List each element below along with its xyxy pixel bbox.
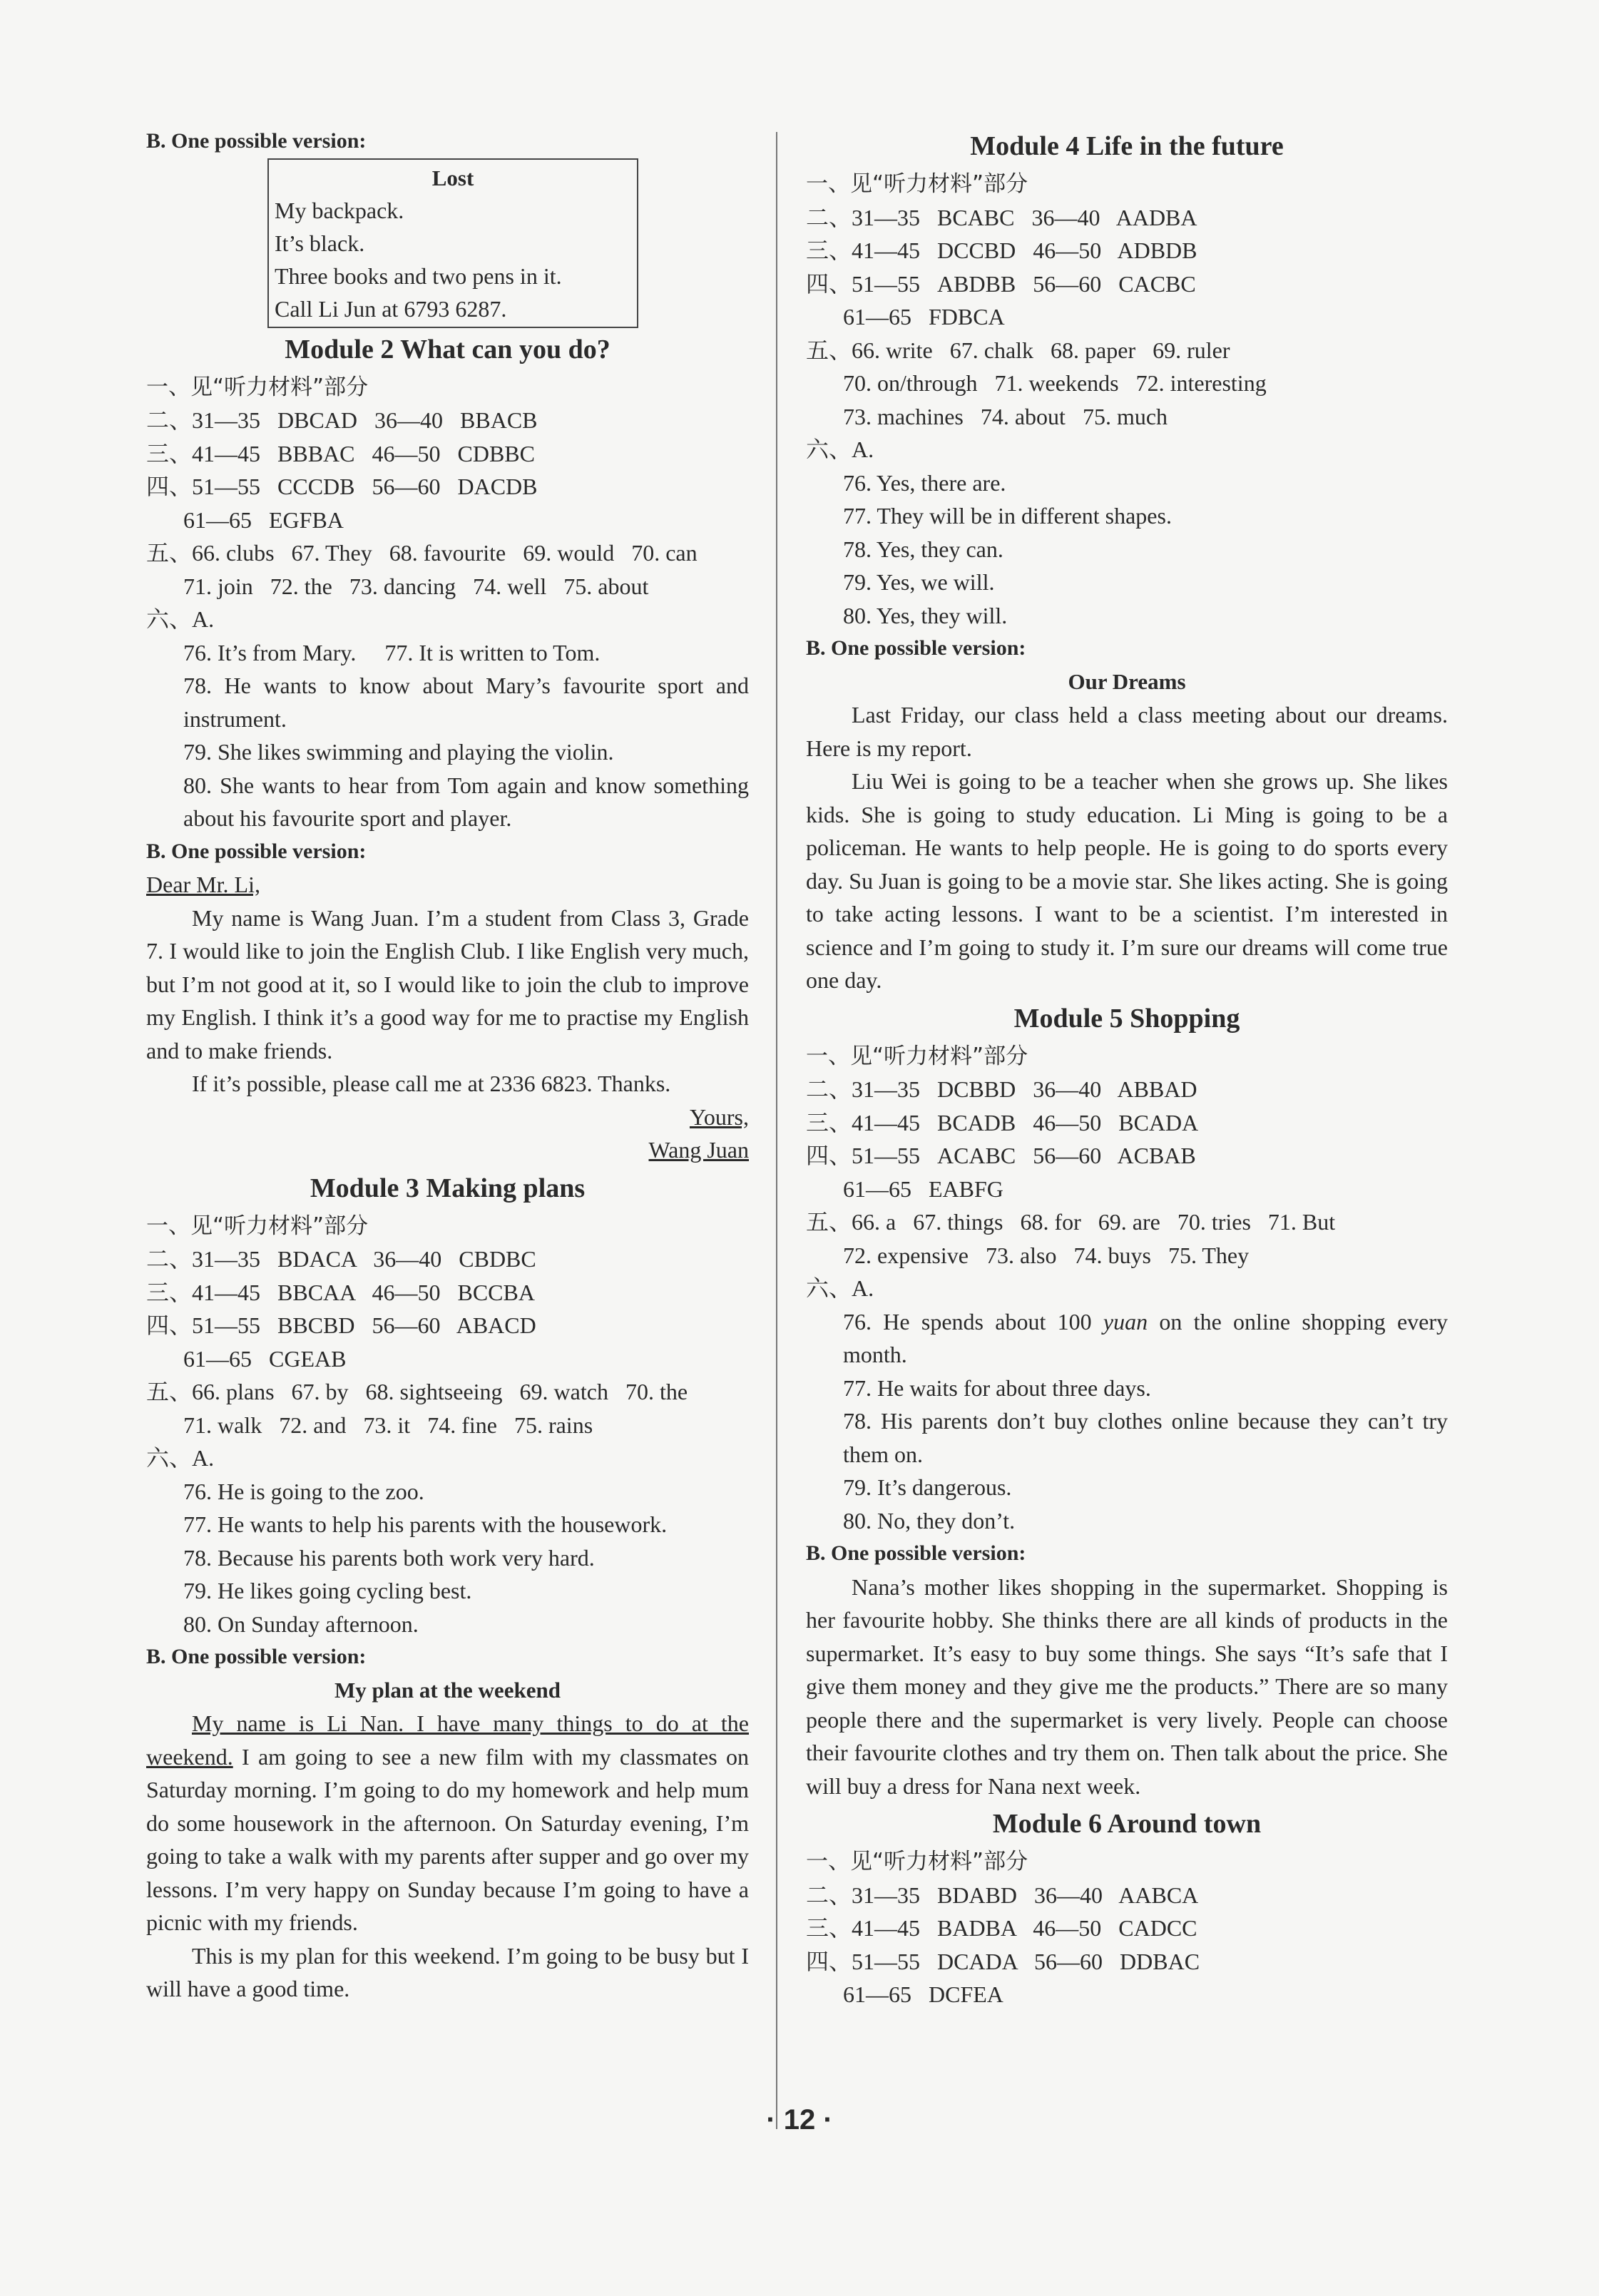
m2-section-2: 二、31—35 DBCAD 36—40 BBACB — [146, 407, 538, 433]
lost-version-label: B. One possible version: — [146, 129, 367, 153]
m5-section-4: 四、51—55 ACABC 56—60 ACBAB — [806, 1143, 1196, 1168]
module-2-title: Module 2 What can you do? — [285, 334, 611, 364]
m4-essay-title: Our Dreams — [1068, 668, 1186, 694]
m2-answer-80: 80. She wants to hear from Tom again and know something about his favourite sport and player. — [183, 772, 749, 831]
m3-answer-78: 78. Because his parents both work very hard. — [183, 1544, 595, 1571]
m2-section-1: 一、见“听力材料”部分 — [146, 374, 369, 400]
m2-version-label: B. One possible version: — [146, 839, 367, 863]
m2-section-4: 四、51—55 CCCDB 56—60 DACDB — [146, 474, 538, 499]
m2-section-6: 六、A. — [146, 606, 215, 632]
m6-section-4-cont: 61—65 DCFEA — [843, 1981, 1003, 2007]
m5-answer-80: 80. No, they don’t. — [843, 1507, 1016, 1534]
m5-section-2: 二、31—35 DCBBD 36—40 ABBAD — [806, 1076, 1197, 1102]
m3-answer-76: 76. He is going to the zoo. — [183, 1478, 424, 1504]
m5-version-label: B. One possible version: — [806, 1541, 1026, 1565]
m5-essay-paragraph: Nana’s mother likes shopping in the supermarket. Shopping is her favourite hobby. She thinks there are all kinds of products in the supermarket. It’s easy to buy some things. She says “It’s safe that I give them money and they give me the products.” There are so many people there and the supermarket is very lively. People can choose their favourite clothes and try them on. Then talk about the price. She will buy a dress for Nana next week. — [806, 1573, 1448, 1799]
m5-section-6: 六、A. — [806, 1275, 874, 1301]
m3-section-4-cont: 61—65 CGEAB — [183, 1345, 347, 1372]
m2-answer-78: 78. He wants to know about Mary’s favourite sport and instrument. — [183, 673, 749, 732]
m3-essay-title: My plan at the weekend — [334, 1677, 561, 1703]
module-5-title: Module 5 Shopping — [1013, 1003, 1240, 1034]
m4-section-6: 六、A. — [806, 437, 874, 462]
m2-answer-76: 76. It’s from Mary. 77. It is written to Tom. — [183, 639, 601, 665]
m5-section-1: 一、见“听力材料”部分 — [806, 1043, 1028, 1069]
m5-section-3: 三、41—45 BCADB 46—50 BCADA — [806, 1109, 1199, 1136]
module-3-title: Module 3 Making plans — [310, 1173, 586, 1203]
m2-letter-body-2: If it’s possible, please call me at 2336 6823. Thanks. — [192, 1071, 671, 1096]
m3-essay-opening: My name is Li Nan. I have many things to do at the weekend. — [146, 1710, 749, 1770]
m3-essay-paragraph-2: This is my plan for this weekend. I’m going to be busy but I will have a good time. — [146, 1942, 749, 2001]
m4-section-2: 二、31—35 BCABC 36—40 AADBA — [806, 204, 1197, 230]
m3-essay-paragraph-1 — [146, 1707, 749, 1939]
left-column — [146, 125, 749, 2006]
column-divider — [776, 132, 777, 2129]
m4-answer-80: 80. Yes, they will. — [843, 602, 1008, 628]
m5-section-5-cont: 72. expensive 73. also 74. buys 75. They — [843, 1242, 1250, 1268]
m4-section-5-cont: 70. on/through 71. weekends 72. interesting — [843, 370, 1267, 396]
m5-answer-77: 77. He waits for about three days. — [843, 1374, 1151, 1401]
lost-notice-title: Lost — [431, 165, 474, 190]
m2-answer-79: 79. She likes swimming and playing the violin. — [183, 739, 614, 765]
lost-notice-box — [267, 158, 638, 328]
m4-section-4-cont: 61—65 FDBCA — [843, 304, 1005, 330]
m4-section-1: 一、见“听力材料”部分 — [806, 171, 1028, 197]
m5-answer-79: 79. It’s dangerous. — [843, 1474, 1012, 1500]
m2-section-3: 三、41—45 BBBAC 46—50 CDBBC — [146, 440, 535, 466]
module-6-title: Module 6 Around town — [992, 1809, 1262, 1839]
m3-answer-79: 79. He likes going cycling best. — [183, 1578, 472, 1603]
m4-essay-paragraph-2: Liu Wei is going to be a teacher when she grows up. She likes kids. She is going to study education. Li Ming is going to be a policeman. He wants to help people. He is going to do sports every day. Su Juan is going to be a movie star. She likes acting. She is going to take acting lessons. I want to be a scientist. I’m interested in science and I’m going to study it. I’m sure our dreams will come true one day. — [806, 768, 1448, 993]
m5-answer-76 — [806, 1305, 1448, 1372]
m5-section-4-cont: 61—65 EABFG — [843, 1175, 1003, 1202]
m3-essay-body: I am going to see a new film with my classmates on Saturday morning. I’m going to do my homework and help mum do some housework in the afternoon. On Saturday evening, I’m going to take a walk with my parents after supper and go over my lessons. I’m very happy on Sunday because I’m going to have a picnic with my friends. — [146, 1743, 749, 1935]
m6-section-3: 三、41—45 BADBA 46—50 CADCC — [806, 1915, 1197, 1941]
m2-letter-signature: Wang Juan — [648, 1137, 749, 1163]
m5-section-5: 五、66. a 67. things 68. for 69. are 70. tries 71. But — [806, 1209, 1336, 1235]
m2-letter-body: My name is Wang Juan. I’m a student from Class 3, Grade 7. I would like to join the English Club. I like English very much, but I’m not good at it, so I would like to join the club to improve my English. I think it’s a good way for me to practise my English and to make friends. — [146, 904, 749, 1063]
m3-section-6: 六、A. — [146, 1445, 215, 1471]
m2-letter-greeting: Dear Mr. Li, — [146, 872, 260, 897]
m3-answer-80: 80. On Sunday afternoon. — [183, 1611, 419, 1637]
m3-section-3: 三、41—45 BBCAA 46—50 BCCBA — [146, 1279, 535, 1305]
lost-notice-line: Three books and two pens in it. — [275, 262, 562, 289]
m5-answer-76-yuan: yuan — [1103, 1308, 1148, 1335]
m3-answer-77: 77. He wants to help his parents with the housework. — [183, 1511, 668, 1537]
m4-essay-paragraph-1: Last Friday, our class held a class meeting about our dreams. Here is my report. — [806, 702, 1448, 761]
lost-notice-line: Call Li Jun at 6793 6287. — [275, 295, 507, 322]
m2-letter-closing: Yours, — [689, 1103, 749, 1130]
m4-version-label: B. One possible version: — [806, 636, 1026, 660]
m6-section-2: 二、31—35 BDABD 36—40 AABCA — [806, 1882, 1199, 1908]
lost-notice-line: It’s black. — [275, 230, 365, 256]
right-column — [806, 125, 1448, 2011]
module-4-title: Module 4 Life in the future — [970, 131, 1284, 161]
m6-section-4: 四、51—55 DCADA 56—60 DDBAC — [806, 1948, 1200, 1974]
m5-answer-78: 78. His parents don’t buy clothes online because they can’t try them on. — [843, 1408, 1448, 1467]
m3-version-label: B. One possible version: — [146, 1645, 367, 1668]
lost-notice-line: My backpack. — [275, 197, 404, 223]
m4-section-5-cont-2: 73. machines 74. about 75. much — [843, 403, 1168, 429]
m3-section-4: 四、51—55 BBCBD 56—60 ABACD — [146, 1312, 536, 1338]
m5-answer-76-text: 76. He spends about 100 — [843, 1308, 1103, 1335]
m2-section-5: 五、66. clubs 67. They 68. favourite 69. would 70. can — [146, 540, 698, 566]
m3-section-2: 二、31—35 BDACA 36—40 CBDBC — [146, 1246, 536, 1272]
m6-section-1: 一、见“听力材料”部分 — [806, 1849, 1028, 1874]
m3-section-5-cont: 71. walk 72. and 73. it 74. fine 75. rains — [183, 1412, 593, 1438]
m5-answer-76-text-end: on the online shopping every month. — [843, 1308, 1449, 1367]
m4-answer-76: 76. Yes, there are. — [843, 469, 1006, 496]
page-number: · 12 · — [766, 2104, 833, 2136]
m4-section-3: 三、41—45 DCCBD 46—50 ADBDB — [806, 238, 1197, 263]
m4-section-5: 五、66. write 67. chalk 68. paper 69. ruler — [806, 337, 1230, 363]
m3-section-1: 一、见“听力材料”部分 — [146, 1213, 369, 1239]
m3-section-5: 五、66. plans 67. by 68. sightseeing 69. watch 70. the — [146, 1379, 688, 1404]
m4-answer-77: 77. They will be in different shapes. — [843, 503, 1172, 529]
m4-answer-78: 78. Yes, they can. — [843, 536, 1003, 562]
m2-section-4-cont: 61—65 EGFBA — [183, 506, 344, 533]
m4-section-4: 四、51—55 ABDBB 56—60 CACBC — [806, 270, 1196, 297]
m2-section-5-cont: 71. join 72. the 73. dancing 74. well 75. about — [183, 573, 649, 599]
m4-answer-79: 79. Yes, we will. — [843, 569, 995, 595]
